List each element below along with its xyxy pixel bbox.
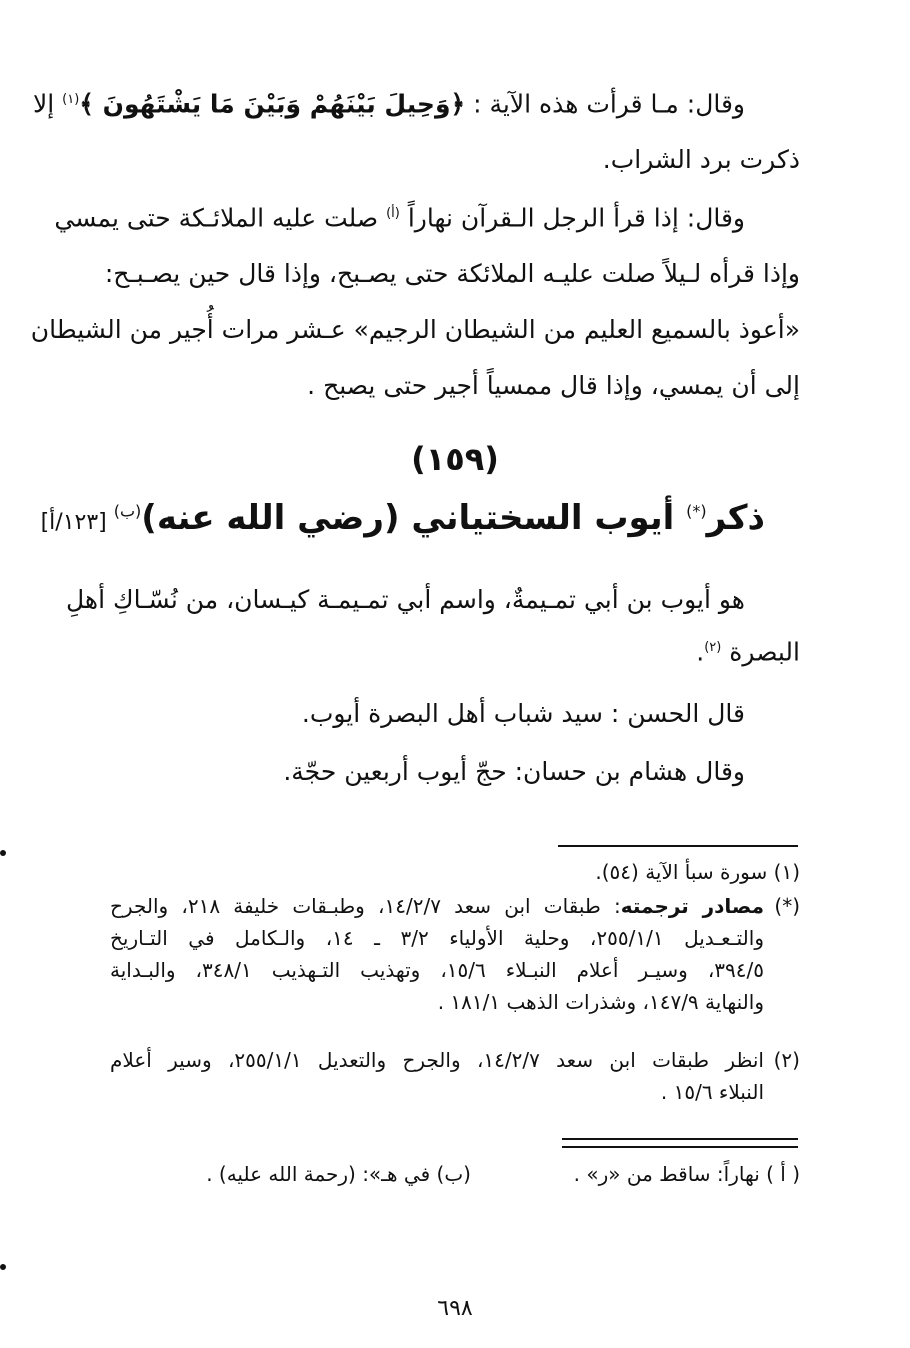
quran-verse: ﴿وَحِيلَ بَيْنَهُمْ وَبَيْنَ مَا يَشْتَهُونَ ﴾ xyxy=(79,89,466,119)
paragraph-line: وقال: إذا قرأ الرجل الـقرآن نهاراً $^{(أ)}$ صلت عليه الملائـكة حتى يمسي xyxy=(54,203,745,233)
paragraph-line: البصرة $^{(٢)}$. xyxy=(696,637,800,667)
sources-label: مصادر ترجمته xyxy=(620,894,764,918)
paragraph-line: إلى أن يمسي، وإذا قال ممسياً أجير حتى يصبح . xyxy=(307,371,800,401)
paragraph-recitation xyxy=(30,186,800,414)
manuscript-variants xyxy=(110,1158,800,1190)
footnote-ref: (٢) xyxy=(704,640,722,655)
footnote-ref: (١) xyxy=(62,92,80,107)
section-number: (١٥٩) xyxy=(411,440,499,478)
scan-mark xyxy=(0,1264,6,1270)
folio-ref: [١٢٣/أ] xyxy=(40,510,114,535)
paragraph-line: ذكرت برد الشراب. xyxy=(602,145,800,175)
variants-separator xyxy=(562,1138,798,1148)
variant-ref: (أ) xyxy=(386,206,400,221)
paragraph-line: «أعوذ بالسميع العليم من الشيطان الرجيم» عـشر مرات أُجير من الشيطان xyxy=(30,315,800,345)
variant-ref: (ب) xyxy=(113,501,142,521)
variant-b: (ب) في هـ»: (رحمة الله عليه) . xyxy=(206,1162,471,1186)
paragraph-line: وقال: مـا قرأت هذه الآية : ﴿وَحِيلَ بَيْنَهُمْ وَبَيْنَ مَا يَشْتَهُونَ ﴾$^{(١)}$ إلا xyxy=(33,89,745,119)
footnote-2: (٢)انظر طبقات ابن سعد ١٤/٢/٧، والجرح والتعديل ٢٥٥/١/١، وسير أعلام النبلاء ١٥/٦ . xyxy=(110,1044,800,1108)
footnote-separator xyxy=(558,845,798,847)
paragraph-line: هو أيوب بن أبي تمـيمةٌ، واسم أبي تمـيمـة كيـسان، من نُسّـاكِ أهلِ xyxy=(65,585,745,614)
paragraph-verse-quote xyxy=(33,72,800,188)
quote-hisham: وقال هشام بن حسان: حجّ أيوب أربعين حجّة. xyxy=(283,757,745,786)
footnote-marker: (*) xyxy=(774,894,800,918)
source-ref: (*) xyxy=(686,501,707,521)
footnote-1: (١) سورة سبأ الآية (٥٤). xyxy=(595,860,800,884)
section-title: ذكر(*) أيوب السختياني (رضي الله عنه)$^{(ب)}$ [١٢٣/أ] xyxy=(40,498,765,538)
quote-hasan: قال الحسن : سيد شباب أهل البصرة أيوب. xyxy=(301,699,745,728)
paragraph-biography xyxy=(65,576,800,676)
scan-mark xyxy=(0,850,6,856)
page-number: ٦٩٨ xyxy=(437,1296,473,1321)
footnote-sources: (*)مصادر ترجمته: طبقات ابن سعد ١٤/٢/٧، وطبـقات خليفة ٢١٨، والجرح والتـعـديل ٢٥٥/١/١، وحلية الأولياء ٣/٢ ـ ١٤، والـكامل في التـاريخ ٣٩٤/٥، وسيـر أعلام النبـلاء ١٥/٦، وتهذيب التـهذيب ٣٤٨/١، والبـداية والنهاية ١٤٧/٩، وشذرات الذهب ١٨١/١ . xyxy=(110,890,800,1018)
variant-a: ( أ ) نهاراً: ساقط من «ر» . xyxy=(573,1162,800,1186)
paragraph-line: وإذا قرأه لـيلاً صلت عليـه الملائكة حتى يصـبح، وإذا قال حين يصـبـح: xyxy=(104,259,800,289)
footnote-marker: (٢) xyxy=(773,1048,800,1072)
